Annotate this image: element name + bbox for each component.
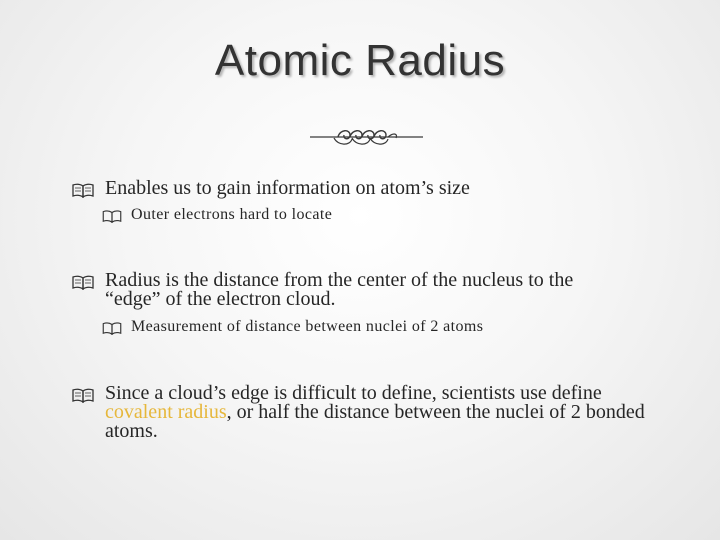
covalent-radius-highlight: covalent radius (105, 401, 227, 423)
bullet-item-3 (72, 384, 662, 441)
open-book-icon (72, 387, 94, 403)
sub-bullet-text: Outer electrons hard to locate (131, 206, 333, 223)
bullet-text-after: , or half the distance between the nuclei of 2 bonded atoms. (105, 401, 645, 442)
sub-bullet-item-1 (102, 206, 662, 224)
bullet-text (105, 384, 660, 441)
bullet-item-2 (72, 271, 652, 309)
open-book-icon (102, 321, 122, 335)
open-book-icon (102, 209, 122, 223)
scroll-flourish-icon (310, 126, 425, 148)
sub-bullet-text: Measurement of distance between nuclei of 2 atoms (131, 318, 484, 335)
open-book-icon (72, 274, 94, 290)
sub-bullet-item-2 (102, 318, 682, 336)
open-book-icon (72, 182, 94, 198)
slide-title: Atomic Radius (214, 36, 506, 85)
bullet-text: Enables us to gain information on atom’s size (105, 177, 470, 199)
bullet-text-before: Since a cloud’s edge is difficult to define, scientists use define (105, 382, 602, 404)
bullet-text: Radius is the distance from the center of the nucleus to the “edge” of the electron cloud. (105, 269, 574, 310)
bullet-item-1 (72, 179, 672, 198)
